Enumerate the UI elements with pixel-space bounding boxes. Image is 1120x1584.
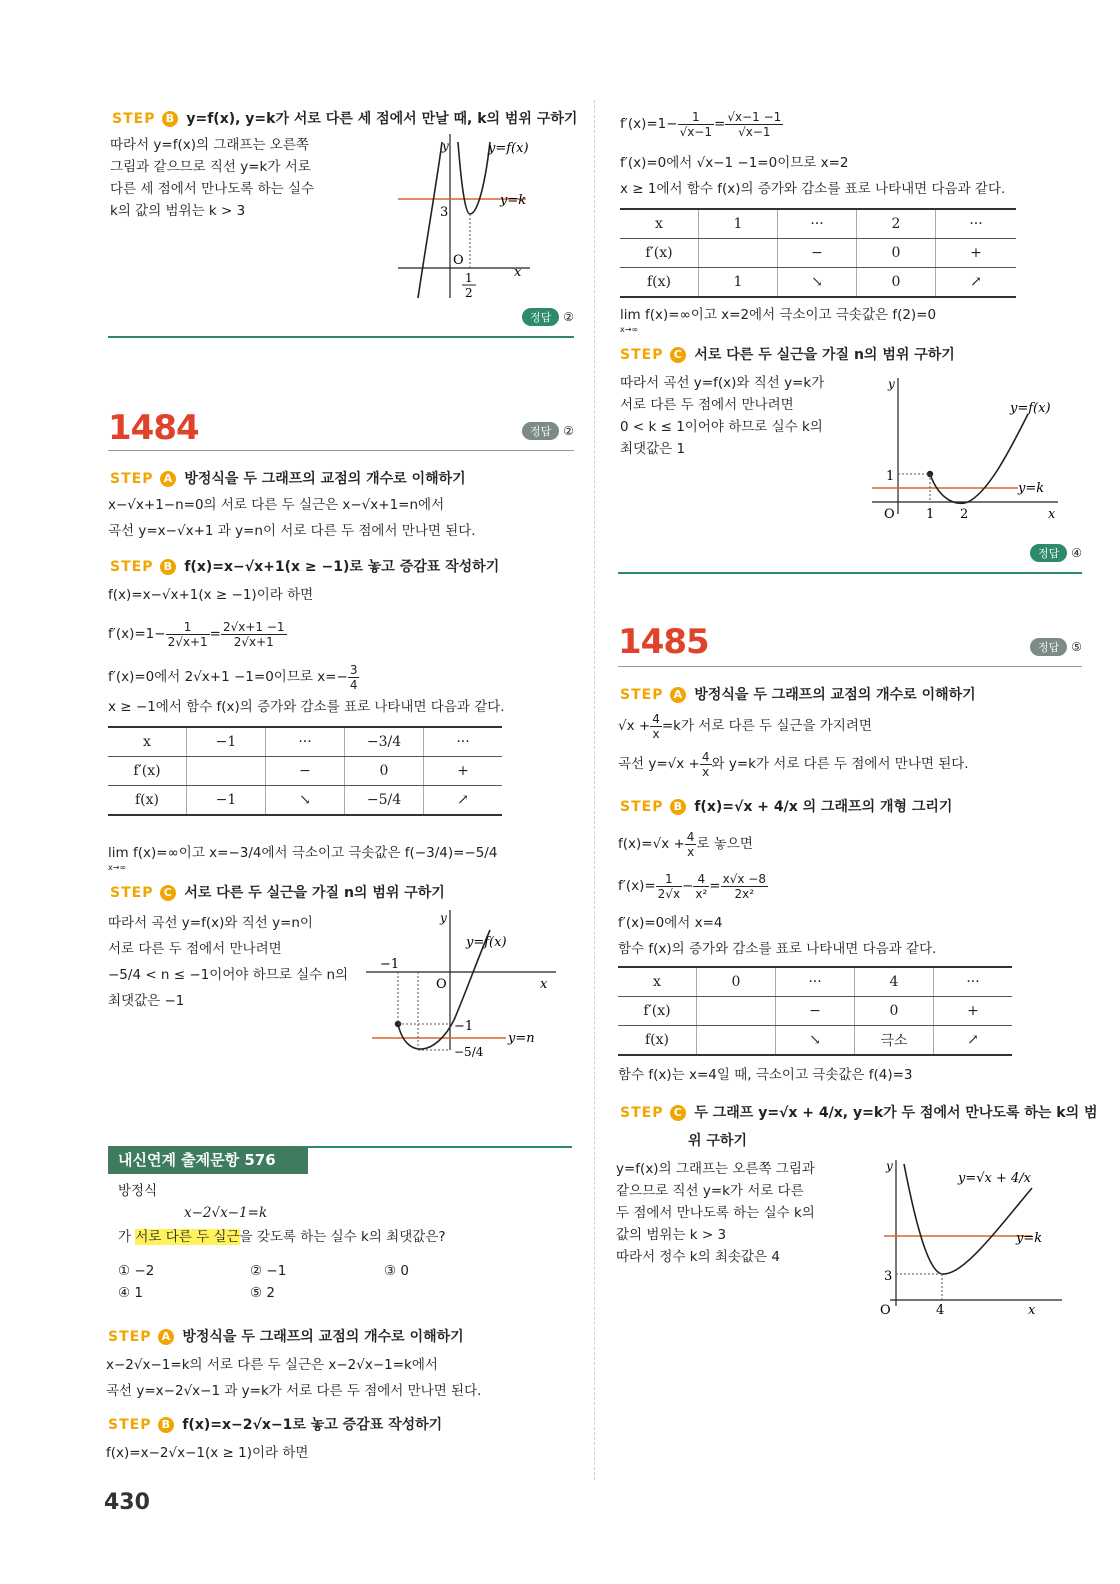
step-a-header: STEP A 방정식을 두 그래프의 교점의 개수로 이해하기 bbox=[620, 687, 976, 703]
problem-number: 1484 bbox=[108, 408, 199, 448]
svg-text:2: 2 bbox=[465, 286, 473, 300]
derivative-line: f′(x)=1− $\frac{1}{2√x+1}$ = $\frac{2√x+1 -1}{2√x+1}$ bbox=[108, 619, 285, 649]
svg-text:−5/4: −5/4 bbox=[454, 1045, 484, 1059]
table-intro: x ≥ −1에서 함수 f(x)의 증가와 감소를 표로 나타내면 다음과 같다. bbox=[108, 699, 505, 715]
step-c-header: STEP C 서로 다른 두 실근을 가질 n의 범위 구하기 bbox=[110, 885, 445, 901]
table-row: f(x) 1 ↘ 0 ↗ bbox=[620, 268, 1016, 298]
table-row: x 0 ··· 4 ··· bbox=[618, 967, 1012, 997]
step-b-line: f(x)=√x + $\frac{4}{x}$ 로 놓으면 bbox=[618, 829, 753, 859]
svg-text:1: 1 bbox=[465, 271, 473, 285]
naesin-question: 가 서로 다른 두 실근을 갖도록 하는 실수 k의 최댓값은? bbox=[118, 1229, 446, 1245]
step-b-header: STEP B f(x)=√x + 4/x 의 그래프의 개형 그리기 bbox=[620, 799, 953, 815]
graph-1485 bbox=[872, 1156, 1072, 1322]
limit-line: lim f(x)=∞이고 x=−3/4에서 극소이고 극솟값은 f(−3/4)=−5/4 x→∞ bbox=[108, 845, 498, 872]
step-c-header: STEP C 두 그래프 y=√x + 4/x, y=k가 두 점에서 만나도록 하는 k의 범 bbox=[620, 1105, 1098, 1121]
choice[interactable]: ② −1 bbox=[250, 1263, 287, 1279]
svg-text:x: x bbox=[1048, 507, 1056, 522]
svg-text:y: y bbox=[440, 911, 447, 925]
answer-badge: 정답 ④ bbox=[1030, 544, 1082, 562]
step-c-text: y=f(x)의 그래프는 오른쪽 그림과 같으므로 직선 y=k가 서로 다른 두 점에서 만나도록 하는 실수 k의 값의 범위는 k > 3 따라서 정수 k의 최솟값은 4 bbox=[616, 1161, 815, 1265]
svg-text:y=k: y=k bbox=[1018, 481, 1045, 496]
choice[interactable]: ④ 1 bbox=[118, 1285, 143, 1301]
choice[interactable]: ① −2 bbox=[118, 1263, 155, 1279]
table-intro: x ≥ 1에서 함수 f(x)의 증가와 감소를 표로 나타내면 다음과 같다. bbox=[620, 181, 1006, 197]
svg-text:O: O bbox=[436, 977, 447, 992]
table-row: x 1 ··· 2 ··· bbox=[620, 209, 1016, 239]
svg-text:y=k: y=k bbox=[1016, 1231, 1043, 1246]
svg-text:y: y bbox=[442, 139, 449, 153]
step-a-header: STEP A 방정식을 두 그래프의 교점의 개수로 이해하기 bbox=[108, 1329, 464, 1345]
naesin-step-a-text: x−2√x−1=k의 서로 다른 두 실근은 x−2√x−1=k에서 곡선 y=x−2√x−1 과 y=k가 서로 다른 두 점에서 만나면 된다. bbox=[106, 1357, 482, 1399]
naesin-underline bbox=[300, 1146, 572, 1148]
svg-text:x: x bbox=[1028, 1303, 1036, 1318]
section-divider bbox=[108, 336, 574, 338]
svg-text:y=f(x): y=f(x) bbox=[488, 141, 529, 156]
section-divider bbox=[618, 572, 1082, 574]
svg-text:y: y bbox=[888, 377, 895, 391]
svg-text:4: 4 bbox=[936, 1303, 945, 1318]
critical-point-line: f′(x)=0에서 x=4 bbox=[618, 915, 723, 931]
answer-badge: 정답 ② bbox=[522, 422, 574, 440]
derivative-line: f′(x)= $\frac{1}{2√x}$ − $\frac{4}{\text{x²}}$ = $\frac{x√x -8}{\text{2x²}}$ bbox=[618, 871, 766, 901]
svg-text:x: x bbox=[514, 265, 522, 280]
table-row: f(x) −1 ↘ −5/4 ↗ bbox=[108, 786, 502, 816]
minimum-line: 함수 f(x)는 x=4일 때, 극소이고 극솟값은 f(4)=3 bbox=[618, 1067, 913, 1083]
naesin-step-b-line: f(x)=x−2√x−1(x ≥ 1)이라 하면 bbox=[106, 1445, 309, 1461]
answer-badge: 정답 ⑤ bbox=[1030, 638, 1082, 656]
step-b-header: STEP B f(x)=x−2√x−1로 놓고 증감표 작성하기 bbox=[108, 1417, 443, 1433]
variation-table bbox=[620, 208, 1016, 298]
choice[interactable]: ③ 0 bbox=[384, 1263, 409, 1279]
step-c-header: STEP C 서로 다른 두 실근을 가질 n의 범위 구하기 bbox=[620, 347, 955, 363]
problem-underline bbox=[618, 666, 1082, 667]
critical-point-line: f′(x)=0에서 2√x+1 −1=0이므로 x=− $\frac{3}{4}$ bbox=[108, 662, 358, 692]
step-title: y=f(x), y=k가 서로 다른 세 점에서 만날 때, k의 범위 구하기 bbox=[186, 111, 578, 127]
table-row: x −1 ··· −3/4 ··· bbox=[108, 727, 502, 757]
problem-number: 1485 bbox=[618, 622, 709, 662]
variation-table bbox=[108, 726, 502, 816]
step-c-text: 따라서 곡선 y=f(x)와 직선 y=k가 서로 다른 두 점에서 만나려면 0 < k ≤ 1이어야 하므로 실수 k의 최댓값은 1 bbox=[620, 375, 825, 457]
table-row: f′(x) − 0 + bbox=[620, 239, 1016, 268]
step-tag: STEP B bbox=[112, 111, 178, 127]
table-row: f′(x) − 0 + bbox=[108, 757, 502, 786]
svg-text:y=√x + 4/x: y=√x + 4/x bbox=[958, 1171, 1031, 1186]
derivative-line: f′(x)=1− $\frac{1}{√x-1}$ = $\frac{√x-1 -1}{√x-1}$ bbox=[620, 109, 782, 139]
graph-1484 bbox=[366, 910, 566, 1076]
svg-text:O: O bbox=[880, 1303, 891, 1318]
choice[interactable]: ⑤ 2 bbox=[250, 1285, 275, 1301]
svg-text:O: O bbox=[453, 253, 464, 268]
svg-text:2: 2 bbox=[960, 507, 969, 522]
svg-text:y=f(x): y=f(x) bbox=[466, 935, 507, 950]
step-a-line: 곡선 y=√x + $\frac{4}{x}$ 와 y=k가 서로 다른 두 점에서 만나면 된다. bbox=[618, 749, 969, 779]
svg-text:y=k: y=k bbox=[500, 193, 527, 208]
svg-text:x: x bbox=[540, 977, 548, 992]
step-a-line: √x + $\frac{4}{x}$ =k가 서로 다른 두 실근을 가지려면 bbox=[618, 711, 872, 741]
step-b-header bbox=[112, 108, 577, 128]
step-b-text: 따라서 y=f(x)의 그래프는 오른쪽 그림과 같으므로 직선 y=k가 서로 다른 세 점에서 만나도록 하는 실수 k의 값의 범위는 k > 3 bbox=[110, 137, 315, 219]
problem-underline bbox=[108, 450, 574, 451]
svg-text:−1: −1 bbox=[380, 957, 400, 972]
graph-three-intersections bbox=[398, 134, 558, 302]
naesin-equation: x−2√x−1=k bbox=[184, 1205, 268, 1221]
variation-table bbox=[618, 966, 1012, 1056]
svg-text:y=f(x): y=f(x) bbox=[1010, 401, 1051, 416]
table-row: f(x) ↘ 극소 ↗ bbox=[618, 1026, 1012, 1056]
table-intro: 함수 f(x)의 증가와 감소를 표로 나타내면 다음과 같다. bbox=[618, 941, 937, 957]
step-b-line: f(x)=x−√x+1(x ≥ −1)이라 하면 bbox=[108, 587, 314, 603]
limit-line: lim f(x)=∞이고 x=2에서 극소이고 극솟값은 f(2)=0 x→∞ bbox=[620, 307, 937, 334]
step-a-text: x−√x+1−n=0의 서로 다른 두 실근은 x−√x+1=n에서 곡선 y=x−√x+1 과 y=n이 서로 다른 두 점에서 만나면 된다. bbox=[108, 497, 476, 539]
svg-text:1: 1 bbox=[886, 469, 895, 484]
column-divider bbox=[594, 100, 595, 1480]
step-c-header-cont: 위 구하기 bbox=[688, 1133, 747, 1149]
naesin-header: 내신연계 출제문항 576 bbox=[108, 1146, 308, 1174]
svg-text:O: O bbox=[884, 507, 895, 522]
step-b-header: STEP B f(x)=x−√x+1(x ≥ −1)로 놓고 증감표 작성하기 bbox=[110, 559, 500, 575]
critical-point-line: f′(x)=0에서 √x−1 −1=0이므로 x=2 bbox=[620, 155, 849, 171]
naesin-q1: 방정식 bbox=[118, 1183, 158, 1199]
svg-text:1: 1 bbox=[926, 507, 935, 522]
step-c-text: 따라서 곡선 y=f(x)와 직선 y=n이 서로 다른 두 점에서 만나려면 −5/4 < n ≤ −1이어야 하므로 실수 n의 최댓값은 −1 bbox=[108, 915, 349, 1009]
svg-text:y: y bbox=[886, 1159, 893, 1173]
step-a-header: STEP A 방정식을 두 그래프의 교점의 개수로 이해하기 bbox=[110, 471, 466, 487]
svg-text:3: 3 bbox=[440, 205, 449, 220]
graph-top-right bbox=[868, 374, 1068, 524]
answer-badge: 정답 ② bbox=[522, 308, 574, 326]
page-number: 430 bbox=[104, 1490, 150, 1515]
table-row: f′(x) − 0 + bbox=[618, 997, 1012, 1026]
svg-text:−1: −1 bbox=[454, 1019, 474, 1034]
svg-text:y=n: y=n bbox=[508, 1031, 535, 1046]
svg-text:3: 3 bbox=[884, 1269, 893, 1284]
